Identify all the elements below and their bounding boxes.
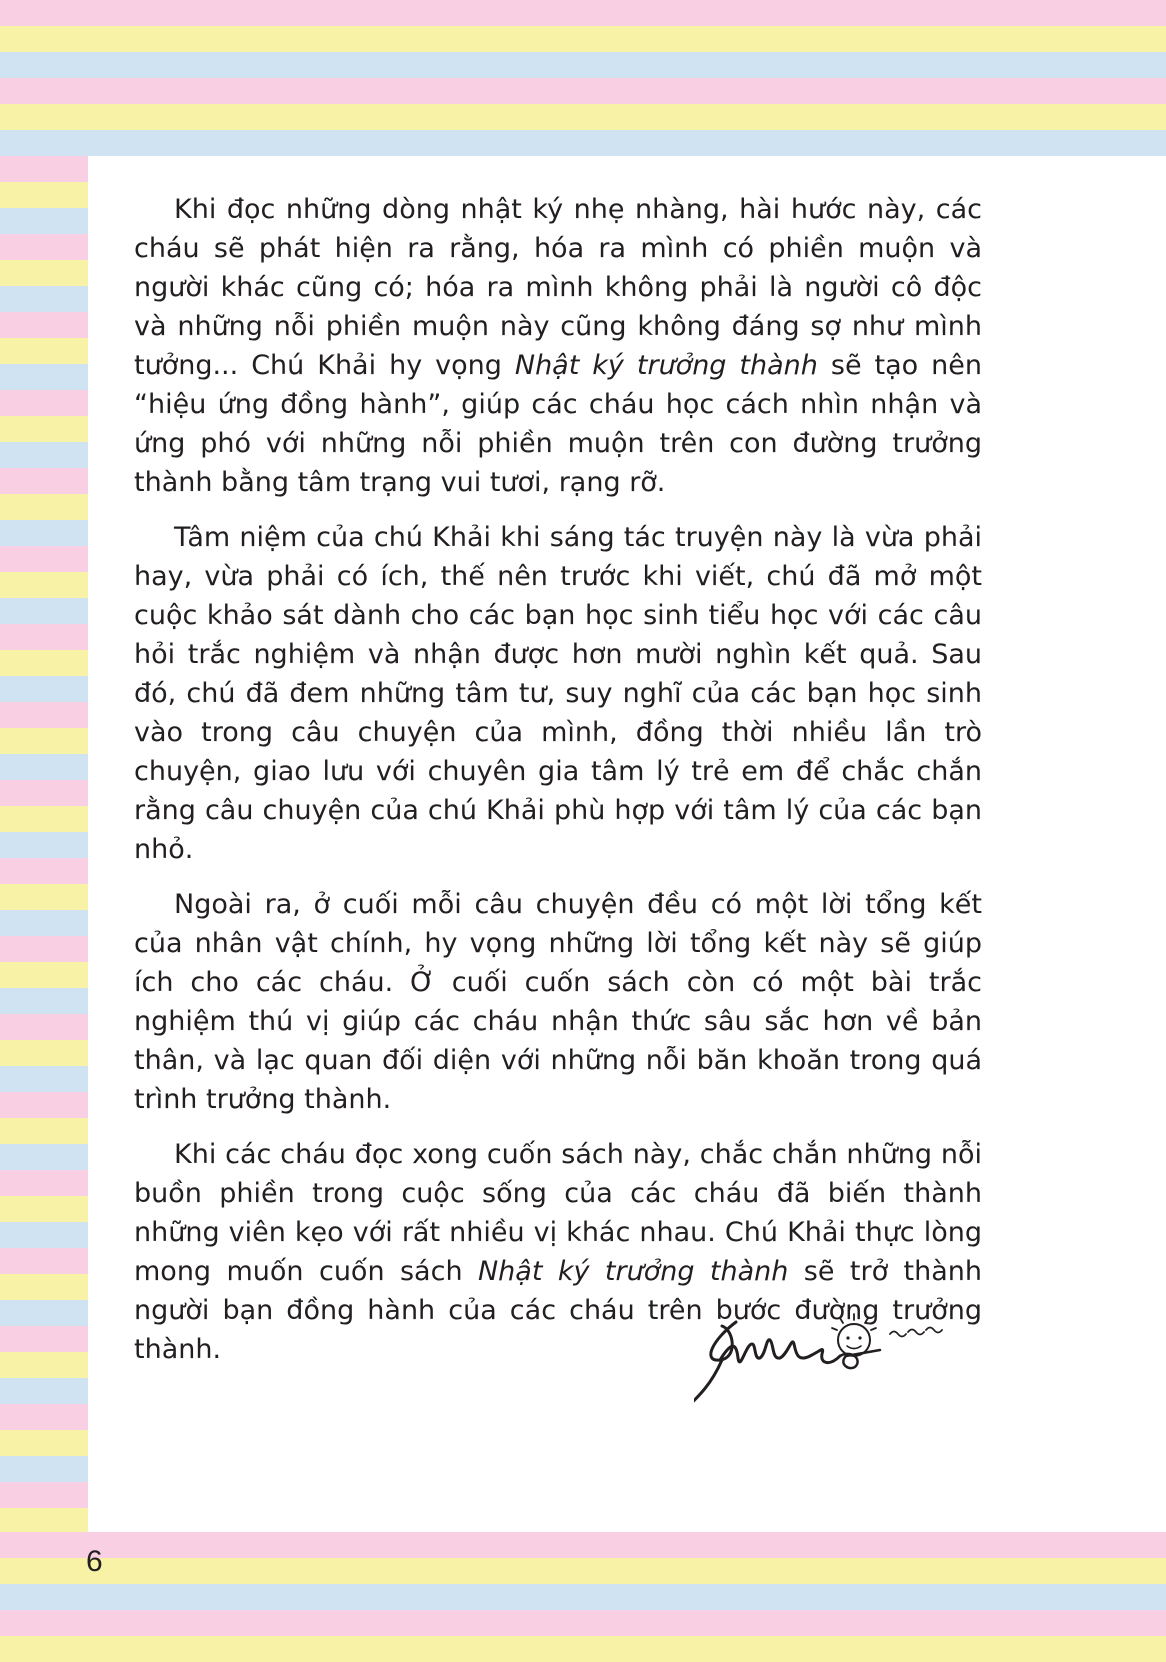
paragraph-1-text-b: sẽ tạo nên “hiệu ứng đồng hành”, giúp các cháu học cách nhìn nhận và ứng phó với những nỗi phiền muộn trên con đường trưởng thành bằng tâm trạng vui tươi, rạng rỡ. — [134, 350, 982, 498]
paragraph-4-text-b: sẽ trở thành người bạn đồng hành của các cháu trên bước đường trưởng thành. — [134, 1256, 982, 1365]
page-number: 6 — [86, 1545, 103, 1578]
paragraph-4-text-a: Khi các cháu đọc xong cuốn sách này, chắc chắn những nỗi buồn phiền trong cuộc sống của các cháu đã biến thành những viên kẹo với rất nhiều vị khác nhau. Chú Khải thực lòng mong muốn cuốn sách — [134, 1139, 982, 1287]
top-stripe-border — [0, 0, 1166, 156]
book-title: Nhật ký trưởng thành — [477, 1256, 789, 1287]
paragraph-1 — [134, 190, 982, 502]
body-text — [134, 190, 982, 1385]
author-signature — [694, 1300, 994, 1430]
book-title: Nhật ký trưởng thành — [514, 350, 818, 381]
paragraph-1-text-a: Khi đọc những dòng nhật ký nhẹ nhàng, hài hước này, các cháu sẽ phát hiện ra rằng, hóa ra mình có phiền muộn và người khác cũng có; hóa ra mình không phải là người cô độc và những nỗi phiền muộn này cũng không đáng sợ như mình tưởng... Chú Khải hy vọng — [134, 194, 982, 381]
bottom-stripe-border — [0, 1532, 1166, 1662]
left-stripe-border — [0, 156, 88, 1532]
paragraph-2: Tâm niệm của chú Khải khi sáng tác truyện này là vừa phải hay, vừa phải có ích, thế nên trước khi viết, chú đã mở một cuộc khảo sát dành cho các bạn học sinh tiểu học với các câu hỏi trắc nghiệm và nhận được hơn mười nghìn kết quả. Sau đó, chú đã đem những tâm tư, suy nghĩ của các bạn học sinh vào trong câu chuyện của mình, đồng thời nhiều lần trò chuyện, giao lưu với chuyên gia tâm lý trẻ em để chắc chắn rằng câu chuyện của chú Khải phù hợp với tâm lý của các bạn nhỏ. — [134, 522, 982, 865]
paragraph-3: Ngoài ra, ở cuối mỗi câu chuyện đều có một lời tổng kết của nhân vật chính, hy vọng những lời tổng kết này sẽ giúp ích cho các cháu. Ở cuối cuốn sách còn có một bài trắc nghiệm thú vị giúp các cháu nhận thức sâu sắc hơn về bản thân, và lạc quan đối diện với những nỗi băn khoăn trong quá trình trưởng thành. — [134, 889, 982, 1115]
